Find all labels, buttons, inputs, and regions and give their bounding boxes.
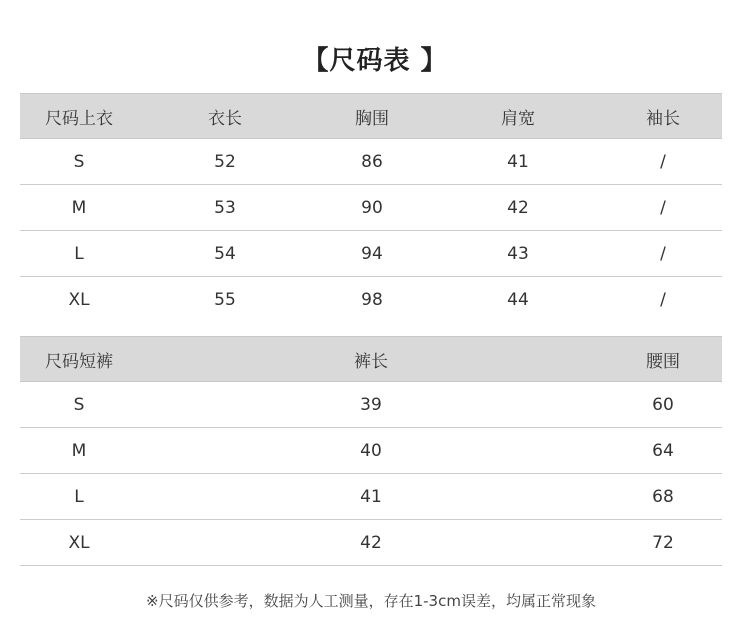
shorts-header-waist: 腰围 [646, 351, 680, 372]
table-cell: S [73, 394, 85, 415]
table-cell: S [73, 151, 85, 172]
table-cell: 40 [360, 440, 382, 461]
table-cell: 90 [361, 197, 383, 218]
table-cell: XL [68, 532, 90, 553]
shorts-header-length: 裤长 [354, 351, 388, 372]
table-cell: 44 [507, 290, 529, 310]
table-cell: 72 [652, 532, 674, 553]
table-cell: 39 [360, 394, 382, 415]
page-title: 【尺码表 】 [302, 46, 448, 76]
table-row [20, 428, 722, 474]
table-row [20, 231, 722, 277]
table-row [20, 474, 722, 520]
table-cell: L [74, 486, 84, 507]
table-cell: / [660, 197, 666, 218]
table-cell: L [74, 243, 84, 264]
table-cell: 42 [360, 532, 382, 553]
table-cell: 43 [507, 243, 529, 264]
tops-header-size: 尺码上衣 [45, 108, 113, 129]
table-cell: M [71, 197, 87, 218]
table-cell: 98 [361, 290, 383, 310]
table-row [20, 382, 722, 428]
table-row [20, 277, 722, 323]
tops-header-length: 衣长 [208, 108, 242, 129]
table-cell: 42 [507, 197, 529, 218]
table-row [20, 139, 722, 185]
table-cell: 86 [361, 151, 383, 172]
table-cell: 55 [214, 290, 236, 310]
tops-header-sleeve: 袖长 [646, 108, 680, 129]
shorts-header-row [20, 336, 722, 382]
table-cell: 41 [360, 486, 382, 507]
table-row [20, 520, 722, 566]
table-cell: / [660, 290, 666, 310]
shorts-size-table [20, 336, 722, 566]
table-cell: 41 [507, 151, 529, 172]
table-cell: XL [68, 290, 90, 310]
tops-header-chest: 胸围 [355, 108, 389, 129]
table-row [20, 185, 722, 231]
table-cell: 52 [214, 151, 236, 172]
table-cell: / [660, 243, 666, 264]
table-cell: 68 [652, 486, 674, 507]
tops-size-table [20, 93, 722, 323]
table-cell: 53 [214, 197, 236, 218]
table-cell: / [660, 151, 666, 172]
disclaimer-note: ※尺码仅供参考，数据为人工测量，存在1-3cm误差，均属正常现象 [146, 592, 596, 610]
table-cell: 94 [361, 243, 383, 264]
shorts-header-size: 尺码短裤 [45, 351, 113, 372]
table-cell: 54 [214, 243, 236, 264]
table-cell: 60 [652, 394, 674, 415]
table-cell: 64 [652, 440, 674, 461]
tops-header-shoulder: 肩宽 [501, 108, 535, 129]
tops-header-row [20, 93, 722, 139]
table-cell: M [71, 440, 87, 461]
